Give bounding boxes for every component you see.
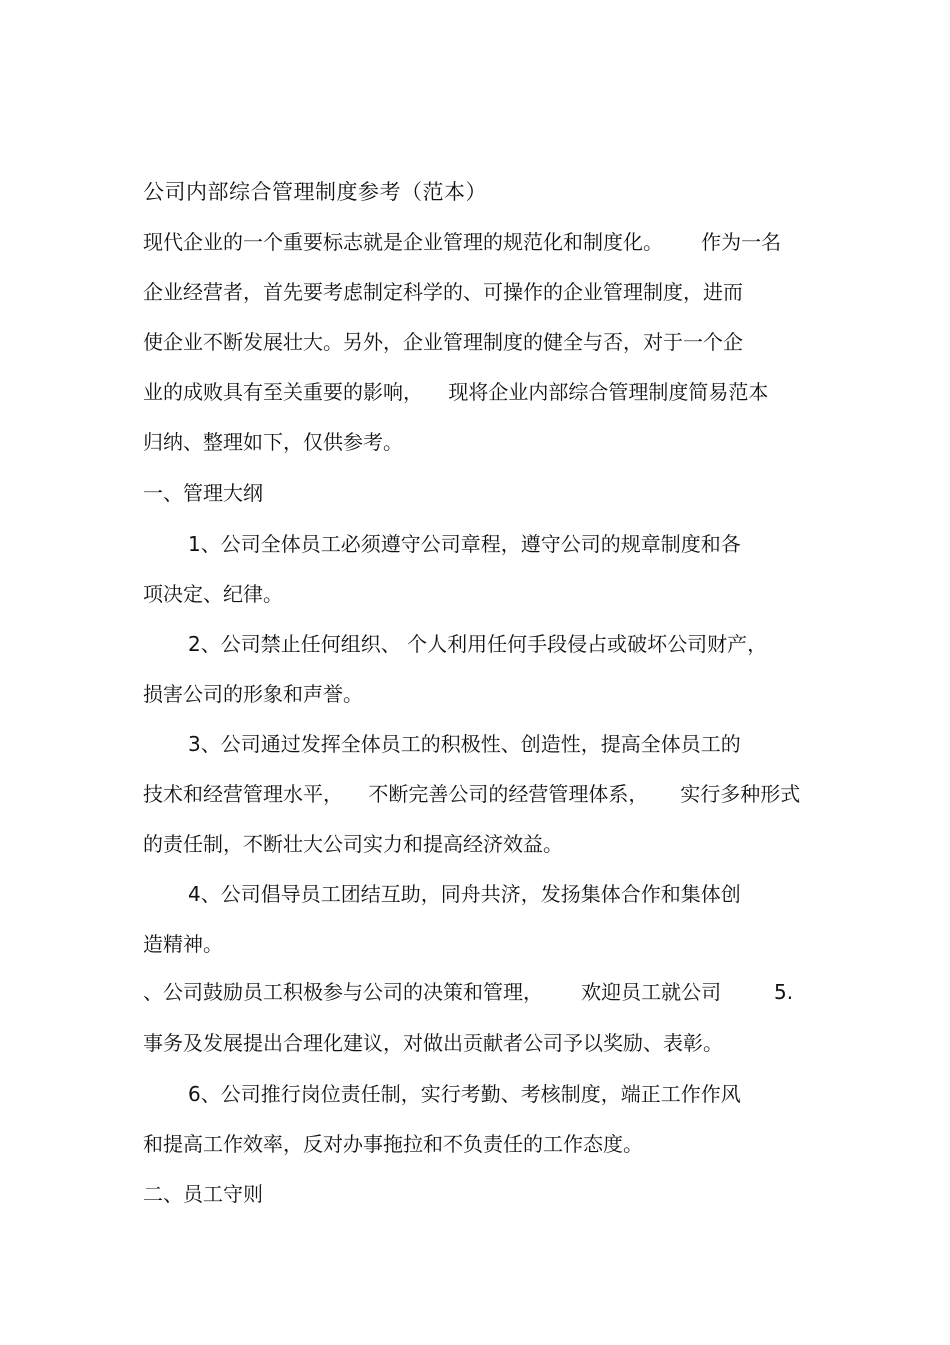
item-2-line-2: 损害公司的形象和声誉。 [143, 682, 363, 706]
item-5-line-1: 、公司鼓励员工积极参与公司的决策和管理， 欢迎员工就公司 [143, 980, 722, 1004]
item-6-line-1: 6、公司推行岗位责任制，实行考勤、考核制度，端正工作作风 [188, 1082, 741, 1106]
item-5-number: 5. [774, 980, 794, 1004]
item-3-line-3: 的责任制，不断壮大公司实力和提高经济效益。 [143, 832, 563, 856]
item-1-line-1: 1、公司全体员工必须遵守公司章程，遵守公司的规章制度和各 [188, 532, 741, 556]
section-heading-1: 一、管理大纲 [143, 481, 263, 505]
intro-line-5: 归纳、整理如下，仅供参考。 [143, 430, 403, 454]
item-6-line-2: 和提高工作效率，反对办事拖拉和不负责任的工作态度。 [143, 1132, 643, 1156]
item-3-line-2: 技术和经营管理水平， 不断完善公司的经营管理体系， 实行多种形式 [143, 782, 801, 806]
section-heading-2: 二、员工守则 [143, 1182, 263, 1206]
item-4-line-1: 4、公司倡导员工团结互助，同舟共济，发扬集体合作和集体创 [188, 882, 741, 906]
document-title: 公司内部综合管理制度参考（范本） [143, 180, 487, 204]
intro-line-3: 使企业不断发展壮大。另外，企业管理制度的健全与否，对于一个企 [143, 330, 743, 354]
item-4-line-2: 造精神。 [143, 932, 223, 956]
intro-line-4: 业的成败具有至关重要的影响， 现将企业内部综合管理制度简易范本 [143, 380, 769, 404]
intro-line-1: 现代企业的一个重要标志就是企业管理的规范化和制度化。 作为一名 [143, 230, 782, 254]
item-1-line-2: 项决定、纪律。 [143, 582, 283, 606]
item-2-line-1: 2、公司禁止任何组织、 个人利用任何手段侵占或破坏公司财产， [188, 632, 768, 656]
intro-line-2: 企业经营者，首先要考虑制定科学的、可操作的企业管理制度，进而 [143, 280, 743, 304]
item-5-line-2: 事务及发展提出合理化建议，对做出贡献者公司予以奖励、表彰。 [143, 1031, 723, 1055]
item-3-line-1: 3、公司通过发挥全体员工的积极性、创造性，提高全体员工的 [188, 732, 741, 756]
